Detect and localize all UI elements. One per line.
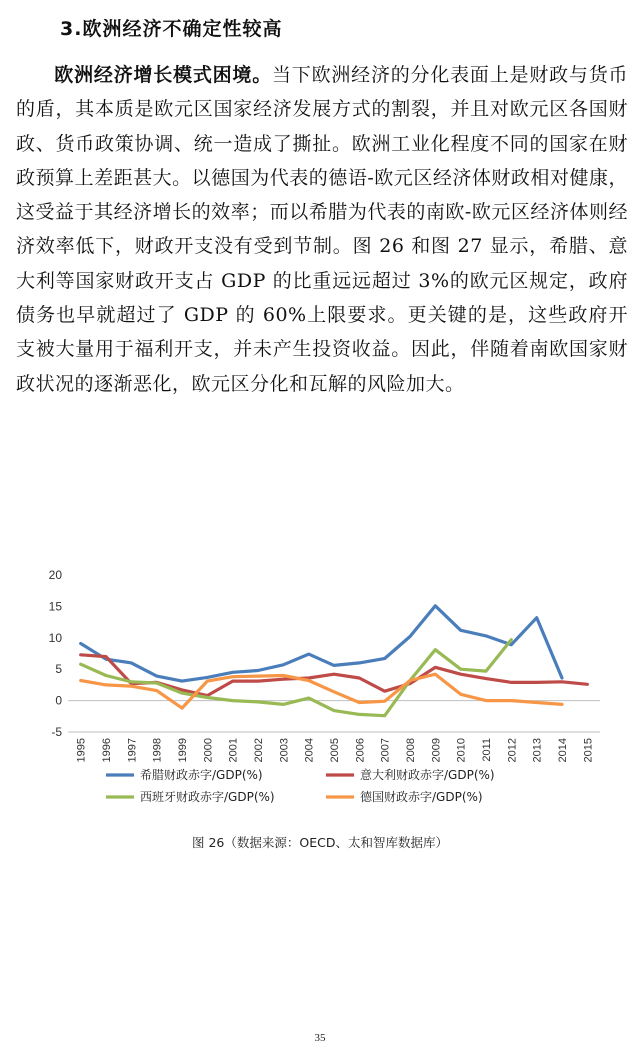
x-tick-label: 2010	[455, 738, 468, 763]
x-tick-label: 2001	[227, 738, 240, 763]
deficit-chart-svg	[20, 562, 620, 832]
x-tick-label: 2004	[303, 738, 316, 763]
x-tick-label: 2002	[253, 738, 265, 763]
legend-label: 德国财政赤字/GDP(%)	[360, 790, 483, 804]
page-number: 35	[314, 1032, 326, 1044]
series-line-0	[81, 606, 562, 681]
y-tick-label: 5	[55, 662, 62, 677]
x-tick-label: 2003	[278, 738, 291, 763]
body-paragraph	[16, 58, 628, 401]
x-tick-label: 2000	[202, 738, 215, 763]
y-tick-label: 15	[48, 599, 62, 614]
x-tick-label: 1997	[126, 738, 139, 763]
x-tick-label: 1996	[101, 738, 113, 763]
x-tick-label: 2013	[531, 738, 544, 763]
deficit-chart	[20, 562, 620, 832]
x-tick-label: 2015	[582, 738, 595, 763]
y-tick-label: -5	[51, 725, 62, 739]
x-tick-label: 2008	[405, 738, 417, 763]
y-tick-label: 10	[48, 630, 62, 645]
paragraph-lead: 欧洲经济增长模式困境。	[54, 64, 273, 86]
x-tick-label: 2014	[557, 738, 569, 763]
x-tick-label: 1995	[75, 738, 88, 763]
section-heading: 3.欧洲经济不确定性较高	[60, 18, 283, 40]
x-tick-label: 2011	[481, 738, 493, 762]
figure-caption: 图 26（数据来源：OECD、太和智库数据库）	[192, 835, 448, 850]
x-tick-label: 1998	[151, 738, 164, 763]
legend-label: 希腊财政赤字/GDP(%)	[140, 768, 263, 782]
x-tick-label: 2005	[329, 738, 341, 763]
x-tick-label: 1999	[177, 738, 189, 763]
paragraph-text: 当下欧洲经济的分化表面上是财政与货币的盾，其本质是欧元区国家经济发展方式的割裂，并且对欧元区各国财政、货币政策协调、统一造成了撕扯。欧洲工业化程度不同的国家在财政预算上差距甚大。以德国为代表的德语-欧元区经济体财政相对健康，这受益于其经济增长的效率；而以希腊为代表的南欧-欧元区经济体则经济效率低下，财政开支没有受到节制。图 26 和图 27 显示，希腊、意大利等国家财政开支占 GDP 的比重远远超过 3%的欧元区规定，政府债务也早就超过了 GDP 的 60%上限要求。更关键的是，这些政府开支被大量用于福利开支，并未产生投资收益。因此，伴随着南欧国家财政状况的逐渐恶化，欧元区分化和瓦解的风险加大。	[16, 64, 628, 395]
legend-label: 西班牙财政赤字/GDP(%)	[140, 790, 275, 804]
y-tick-label: 0	[55, 693, 62, 708]
x-tick-label: 2006	[354, 738, 367, 763]
x-tick-label: 2007	[379, 738, 392, 763]
x-tick-label: 2012	[506, 738, 519, 763]
legend-label: 意大利财政赤字/GDP(%)	[360, 768, 495, 782]
x-tick-label: 2009	[430, 738, 443, 763]
y-tick-label: 20	[48, 568, 62, 582]
